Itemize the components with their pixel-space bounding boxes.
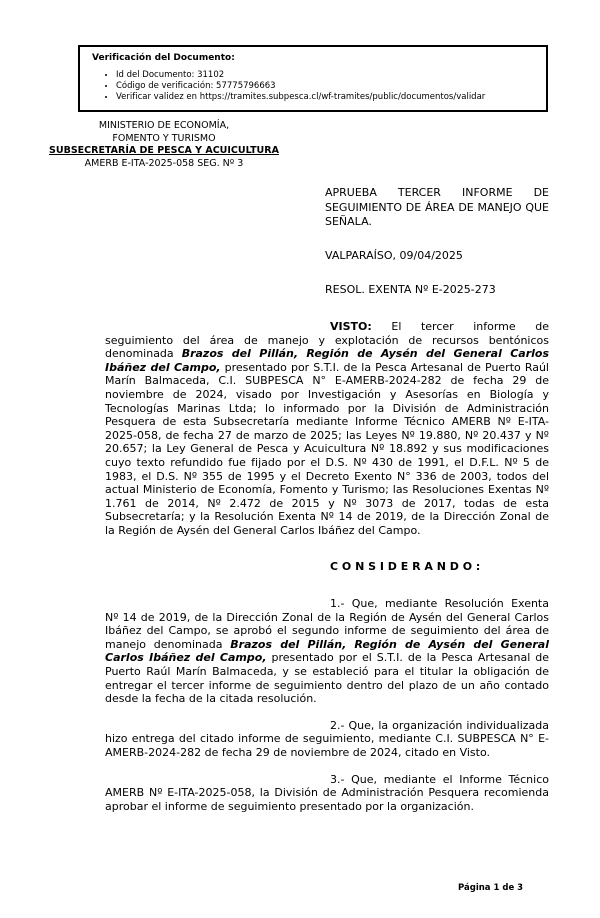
verification-list [92, 70, 536, 103]
verification-box [78, 45, 548, 112]
considerando-paragraph-2: 2.- Que, la organización individualizada hizo entrega del citado informe de seguimiento, mediante C.I. SUBPESCA N° E-AMERB-2024-282 de fecha 29 de noviembre de 2024, citado en Visto. [105, 718, 549, 760]
considerando-paragraph-3: 3.- Que, mediante el Informe Técnico AMERB Nº E-ITA-2025-058, la División de Administración Pesquera recomienda aprobar el informe de seguimiento presentado por la organización. [105, 772, 549, 813]
visto-paragraph: VISTO: El tercer informe de seguimiento del área de manejo y explotación de recursos bentónicos denominada Brazos del Pillán, Región de Aysén del General Carlos Ibáñez del Campo, presentado por S.T.I. de la Pesca Artesanal de Puerto Raúl Marín Balmaceda, C.I. SUBPESCA N° E-AMERB-2024-282 de fecha 29 de noviembre de 2024, visado por Investigación y Asesorías en Biología y Tecnologías Marinas Ltda; lo informado por la División de Administración Pesquera de esta Subsecretaría mediante Informe Técnico AMERB Nº E-ITA-2025-058, de fecha 27 de marzo de 2025; las Leyes Nº 19.880, Nº 20.437 y Nº 20.657; la Ley General de Pesca y Acuicultura Nº 18.892 y sus modificaciones cuyo texto refundido fue fijado por el D.S. Nº 430 de 1991, el D.F.L. Nº 5 de 1983, el D.S. Nº 355 de 1995 y el Decreto Exento N° 336 de 2003, todos del actual Ministerio de Economía, Fomento y Turismo; las Resoluciones Exentas Nº 1.761 de 2014, Nº 2.472 de 2015 y Nº 3073 de 2017, todas de esta Subsecretaría; y la Resolución Exenta Nº 14 de 2019, de la Dirección Zonal de la Región de Aysén del General Carlos Ibáñez del Campo. [105, 320, 549, 537]
resolution-subject: APRUEBA TERCER INFORME DE SEGUIMIENTO DE ÁREA DE MANEJO QUE SEÑALA. [325, 186, 549, 228]
place-and-date: VALPARAÍSO, 09/04/2025 [325, 249, 463, 262]
resolution-number: RESOL. EXENTA Nº E-2025-273 [325, 283, 496, 296]
considerando-heading: C O N S I D E R A N D O : [330, 559, 481, 573]
verification-item-code: • Código de verificación: 57775796663 [116, 81, 536, 92]
verification-item-document-id: • Id del Documento: 31102 [116, 70, 536, 81]
amerb-reference: AMERB E-ITA-2025-058 SEG. Nº 3 [84, 157, 244, 169]
ministry-name-line2: FOMENTO Y TURISMO [112, 132, 216, 144]
verification-item-url: • Verificar validez en https://tramites.subpesca.cl/wf-tramites/public/documentos/validar [116, 92, 536, 103]
considerando-paragraph-1: 1.- Que, mediante Resolución Exenta Nº 14 de 2019, de la Dirección Zonal de la Región de Aysén del General Carlos Ibáñez del Campo, se aprobó el segundo informe de seguimiento del área de manejo denominada Brazos del Pillán, Región de Aysén del General Carlos Ibáñez del Campo, presentado por el S.T.I. de la Pesca Artesanal de Puerto Raúl Marín Balmaceda, y se estableció para el titular la obligación de entregar el tercer informe de seguimiento dentro del plazo de un año contado desde la fecha de la citada resolución. [105, 597, 550, 706]
page-number: Página 1 de 3 [458, 883, 524, 893]
document-body [105, 320, 549, 826]
ministry-name-line1: MINISTERIO DE ECONOMÍA, [98, 120, 230, 131]
subsecretaria-name: SUBSECRETARÍA DE PESCA Y ACUICULTURA [49, 145, 279, 156]
verification-title: Verificación del Documento: [92, 53, 235, 63]
letterhead [40, 120, 288, 170]
